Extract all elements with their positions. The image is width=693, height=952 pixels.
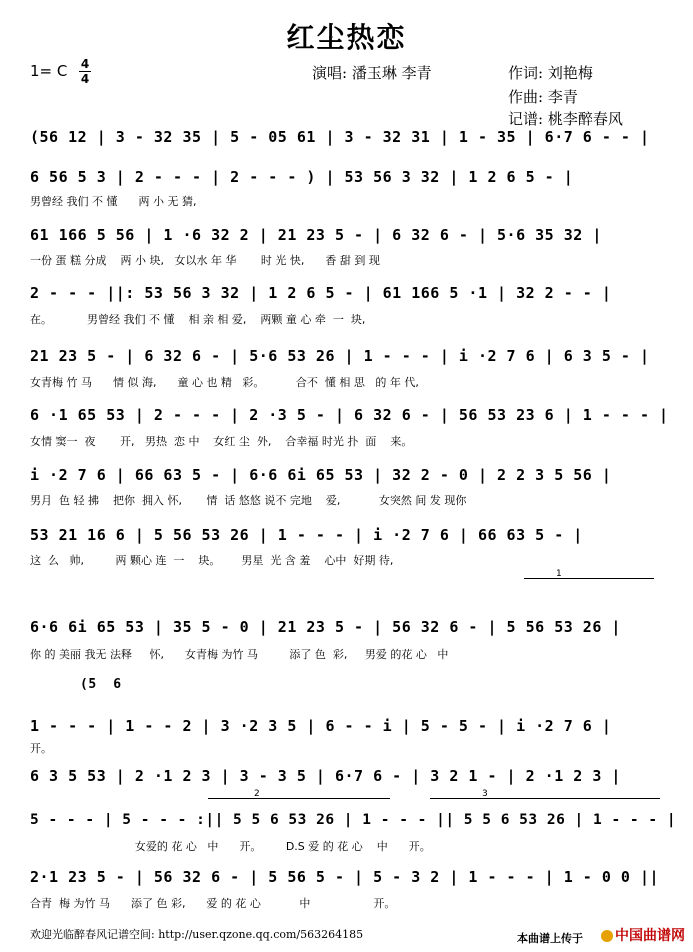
volta-bracket-1: 1 (524, 578, 654, 579)
score-row-3: 61 166 5 56 | 1 ·6 32 2 | 21 23 5 - | 6 32 6 - | 5·6 35 32 | (30, 226, 602, 244)
time-signature-top: 4 (80, 57, 90, 71)
score-row-13: 2·1 23 5 - | 56 32 6 - | 5 56 5 - | 5 - 3 2 | 1 - - - | 1 - 0 0 || (30, 868, 660, 886)
song-title: 红尘热恋 (286, 21, 407, 54)
lyric-row-13: 合青 梅 为竹 马 添了 色 彩, 爱 的 花 心 中 开。 (30, 897, 396, 910)
lyric-row-4: 在。 男曾经 我们 不 懂 相 亲 相 爱, 两颗 童 心 牵 一 块, (30, 313, 366, 326)
time-signature (78, 58, 92, 85)
transcriber-name: 桃李醉春风 (547, 110, 623, 128)
composer-label: 作曲: (508, 88, 544, 106)
lyric-row-3: 一份 蛋 糕 分成 两 小 块, 女以水 年 华 时 光 快, 香 甜 到 现 (30, 254, 380, 267)
transcriber-label: 记谱: (508, 110, 544, 128)
lyric-row-12: 女爱的 花 心 中 开。 D.S 爱 的 花 心 中 开。 (30, 840, 431, 853)
score-row-10: 1 - - - | 1 - - 2 | 3 ·2 3 5 | 6 - - i | 5 - 5 - | i ·2 7 6 | (30, 717, 612, 735)
score-row-4: 2 - - - ||: 53 56 3 32 | 1 2 6 5 - | 61 166 5 ·1 | 32 2 - - | (30, 284, 612, 302)
lyricist-label: 作词: (508, 64, 544, 82)
lyric-row-7: 男月 色 轻 拂 把你 拥入 怀, 情 话 悠悠 说不 完地 爱, 女突然 间 发 现你 (30, 494, 467, 507)
lyric-row-5: 女青梅 竹 马 情 似 海, 童 心 也 精 彩。 合不 懂 相 思 的 年 代, (30, 376, 419, 389)
volta-bracket-3: 3 (430, 798, 660, 799)
score-row-10-alternate: (5 6 (80, 677, 122, 692)
lyric-row-2: 男曾经 我们 不 懂 两 小 无 猜, (30, 195, 197, 208)
score-row-11: 6 3 5 53 | 2 ·1 2 3 | 3 - 3 5 | 6·7 6 - | 3 2 1 - | 2 ·1 2 3 | (30, 767, 621, 785)
lyricist-info (508, 62, 593, 83)
score-row-5: 21 23 5 - | 6 32 6 - | 5·6 53 26 | 1 - - - | i ·2 7 6 | 6 3 5 - | (30, 347, 650, 365)
composer-info (508, 86, 578, 107)
lyric-row-9: 你 的 美丽 我无 法释 怀, 女青梅 为竹 马 添了 色 彩, 男爱 的花 心 中 (30, 648, 449, 661)
composer-name: 李青 (547, 88, 578, 106)
site-logo (601, 925, 685, 945)
lyric-row-8: 这 么 帅, 两 颗心 连 一 块。 男星 光 含 羞 心中 好期 待, (30, 554, 394, 567)
score-row-6: 6 ·1 65 53 | 2 - - - | 2 ·3 5 - | 6 32 6 - | 56 53 23 6 | 1 - - - | (30, 406, 669, 424)
volta-bracket-2: 2 (208, 798, 390, 799)
upload-label: 本曲谱上传于 (517, 932, 583, 945)
lyric-row-10: 开。 (30, 742, 52, 755)
score-row-9: 6·6 6i 65 53 | 35 5 - 0 | 21 23 5 - | 56 32 6 - | 5 56 53 26 | (30, 618, 621, 636)
score-row-2: 6 56 5 3 | 2 - - - | 2 - - - ) | 53 56 3 32 | 1 2 6 5 - | (30, 168, 574, 186)
singer-info (312, 62, 432, 83)
lyricist-name: 刘艳梅 (547, 64, 593, 82)
site-logo-icon (601, 930, 613, 942)
transcriber-info (508, 108, 623, 129)
singer-label: 演唱: (312, 64, 348, 82)
score-row-12: 5 - - - | 5 - - - :|| 5 5 6 53 26 | 1 - - - || 5 5 6 53 26 | 1 - - - | (30, 812, 677, 828)
singer-names: 潘玉琳 李青 (351, 64, 432, 82)
footer-text: 欢迎光临醉春风记谱空间: http://user.qzone.qq.com/563264185 (30, 928, 364, 941)
lyric-row-6: 女情 窦一 夜 开, 男热 恋 中 女红 尘 外, 合幸福 时光 扑 面 来。 (30, 435, 413, 448)
score-row-1: (56 12 | 3 - 32 35 | 5 - 05 61 | 3 - 32 31 | 1 - 35 | 6·7 6 - - | (30, 128, 650, 146)
site-logo-name: 中国曲谱网 (615, 928, 685, 944)
score-row-7: i ·2 7 6 | 66 63 5 - | 6·6 6i 65 53 | 32 2 - 0 | 2 2 3 5 56 | (30, 466, 612, 484)
key-signature: 1= C (30, 62, 68, 80)
time-signature-bottom: 4 (80, 72, 90, 86)
score-row-8: 53 21 16 6 | 5 56 53 26 | 1 - - - | i ·2 7 6 | 66 63 5 - | (30, 526, 583, 544)
